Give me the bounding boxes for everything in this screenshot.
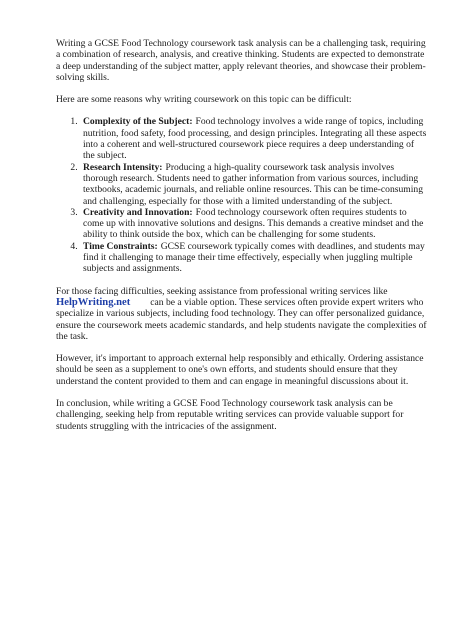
reason-text: Food technology involves a wide range of topics, including nutrition, food safety, food processing, and design principles. Integrating all these aspects into a coherent and well-structured coursework piece requires a deep understanding of the subject. (83, 116, 427, 162)
list-item (80, 162, 428, 207)
reason-term: Time Constraints: (83, 240, 158, 252)
services-lead-text: For those facing difficulties, seeking assistance from professional writing services like (56, 285, 388, 297)
reason-term: Complexity of the Subject: (83, 116, 193, 128)
reason-text: Food technology coursework often requires students to come up with innovative solutions and designs. This demands a creative mindset and the ability to think outside the box, which can be challenging for some students. (83, 206, 424, 241)
caution-paragraph: However, it's important to approach external help responsibly and ethically. Ordering assistance should be seen as a supplement to one's own efforts, and students should ensure that they understand the content provided to them and can engage in meaningful discussions about it. (56, 353, 424, 387)
intro-paragraph: Writing a GCSE Food Technology coursework task analysis can be a challenging task, requiring a combination of research, analysis, and creative thinking. Students are expected to demonstrate a deep understanding of the subject matter, apply relevant theories, and showcase their problem-solving skills. (56, 38, 426, 83)
reason-term: Research Intensity: (83, 161, 163, 173)
reasons-lead-paragraph: Here are some reasons why writing coursework on this topic can be difficult: (56, 94, 352, 106)
conclusion-paragraph: In conclusion, while writing a GCSE Food Technology coursework task analysis can be challenging, seeking help from reputable writing services can provide valuable support for students struggling with the intricacies of the assignment. (56, 398, 404, 432)
reason-text: Producing a high-quality coursework task analysis involves thorough research. Students need to gather information from various sources, including textbooks, academic journals, and reliable online resources. This can be time-consuming and challenging, especially for those with a limited understanding of the subject. (83, 161, 424, 207)
document-page (56, 38, 428, 443)
reason-text: GCSE coursework typically comes with deadlines, and students may find it challenging to manage their time effectively, especially when juggling multiple subjects and assignments. (83, 240, 425, 275)
services-paragraph (56, 286, 428, 342)
services-rest-text: can be a viable option. These services often provide expert writers who specialize in various subjects, including food technology. They can offer personalized guidance, ensure the coursework meets academic standards, and help students navigate the complexities of the task. (56, 296, 427, 342)
reasons-list (56, 116, 428, 274)
list-item (80, 116, 428, 161)
helpwriting-link[interactable]: HelpWriting.net (56, 296, 131, 308)
reason-term: Creativity and Innovation: (83, 206, 193, 218)
list-item (80, 207, 428, 241)
list-item (80, 241, 428, 275)
